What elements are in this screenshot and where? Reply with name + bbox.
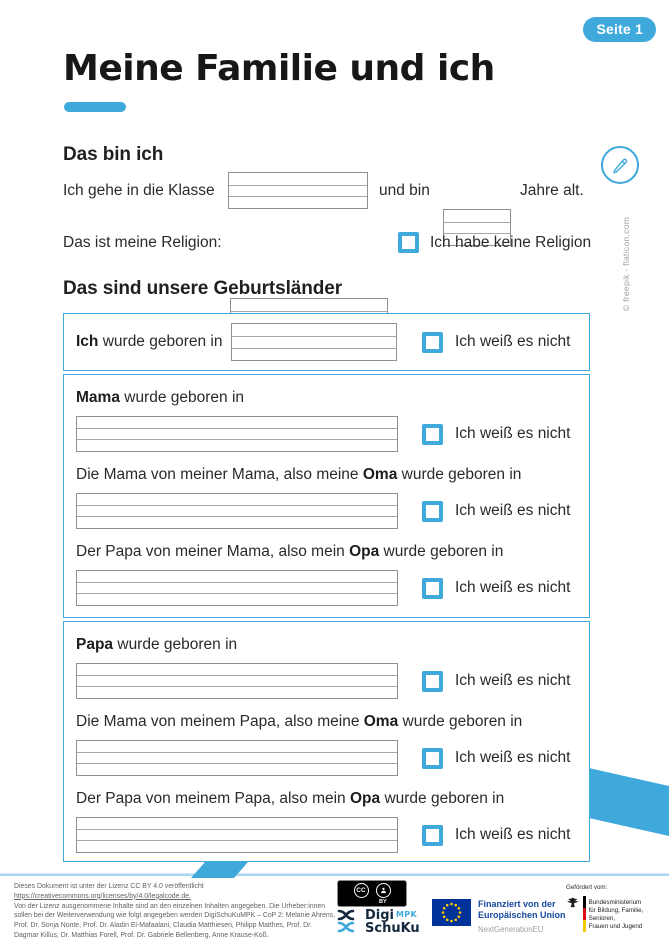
no-religion-label: Ich habe keine Religion <box>430 234 592 251</box>
digischuku-logo: Digi MPK SchuKu <box>337 908 420 936</box>
und-bin-label: und bin <box>379 182 430 199</box>
german-eagle-icon <box>566 896 580 911</box>
ministry-logo <box>566 896 669 932</box>
license-text: Dieses Dokument ist unter der Lizenz CC BY 4.0 veröffentlicht https://creativecommons.org/licenses/by/4.0/legalcode.de. Von der Lizenz ausgenommene Inhalte sind an den einzelnen Inhalten angegeben. Die Urheber:innen sollen bei der Weiterverwendung wie folgt angegeben werden DigiSchuKuMPK – CoP 2: Melanie Ahrens, Prof. Dr. Sonja Nonte, Prof. Dr. Aladin El-Mafaalani, Claudia Matthiesen, Philipp Matthes, Prof. Dr. Dagmar Killus, Dr. Matthias Forell, Prof. Dr. Gabriele Bellenberg, Anne Krause-Koß. <box>14 883 336 939</box>
section-heading-geburtslaender: Das sind unsere Geburtsländer <box>63 278 343 299</box>
birth-question: Die Mama von meiner Mama, also meine Oma wurde geboren in <box>76 466 522 483</box>
page-number-badge: Seite 1 <box>583 17 656 42</box>
title-underline <box>64 102 126 112</box>
no-religion-checkbox[interactable] <box>398 232 419 253</box>
klasse-label: Ich gehe in die Klasse <box>63 182 215 199</box>
birth-question: Mama wurde geboren in <box>76 389 245 406</box>
birth-question: Ich wurde geboren in <box>76 333 223 350</box>
unknown-checkbox[interactable] <box>422 748 443 769</box>
cc-icon: CC <box>354 883 369 898</box>
eu-flag-icon <box>432 899 471 931</box>
unknown-label: Ich weiß es nicht <box>455 502 571 519</box>
answer-field[interactable] <box>231 323 397 361</box>
birth-group-papa <box>63 621 590 862</box>
answer-field[interactable] <box>76 740 398 776</box>
birth-question: Papa wurde geboren in <box>76 636 238 653</box>
answer-field[interactable] <box>76 493 398 529</box>
unknown-label: Ich weiß es nicht <box>455 672 571 689</box>
freepik-credit: © freepik - flaticon.com <box>621 216 631 312</box>
birth-question: Der Papa von meiner Mama, also mein Opa wurde geboren in <box>76 543 504 560</box>
unknown-label: Ich weiß es nicht <box>455 749 571 766</box>
unknown-label: Ich weiß es nicht <box>455 425 571 442</box>
answer-field[interactable] <box>76 570 398 606</box>
section-heading-das-bin-ich: Das bin ich <box>63 144 164 165</box>
jahre-alt-label: Jahre alt. <box>520 182 584 199</box>
birth-question: Die Mama von meinem Papa, also meine Oma wurde geboren in <box>76 713 523 730</box>
answer-field[interactable] <box>76 416 398 452</box>
unknown-label: Ich weiß es nicht <box>455 579 571 596</box>
unknown-label: Ich weiß es nicht <box>455 333 571 350</box>
unknown-checkbox[interactable] <box>422 671 443 692</box>
birth-group-ich <box>63 313 590 371</box>
unknown-label: Ich weiß es nicht <box>455 826 571 843</box>
license-link[interactable]: https://creativecommons.org/licenses/by/4.0/legalcode.de. <box>14 892 191 900</box>
answer-field[interactable] <box>76 663 398 699</box>
page-title: Meine Familie und ich <box>63 48 495 89</box>
cc-by-badge <box>337 880 407 907</box>
klasse-field[interactable] <box>228 172 368 209</box>
german-flag-bar <box>583 896 586 932</box>
unknown-checkbox[interactable] <box>422 332 443 353</box>
answer-field[interactable] <box>76 817 398 853</box>
religion-label: Das ist meine Religion: <box>63 234 222 251</box>
ministry-name: Bundesministerium für Bildung, Familie, Senioren, Frauen und Jugend <box>588 899 644 931</box>
digischuku-icon <box>337 908 361 936</box>
birth-question: Der Papa von meinem Papa, also mein Opa wurde geboren in <box>76 790 505 807</box>
gefoerdert-label: Gefördert vom: <box>566 884 608 891</box>
by-label: BY <box>379 899 387 905</box>
pencil-icon <box>601 146 639 184</box>
unknown-checkbox[interactable] <box>422 424 443 445</box>
unknown-checkbox[interactable] <box>422 578 443 599</box>
birth-group-mama <box>63 374 590 618</box>
unknown-checkbox[interactable] <box>422 825 443 846</box>
person-icon <box>376 883 391 898</box>
unknown-checkbox[interactable] <box>422 501 443 522</box>
eu-funding-text: Finanziert von der Europäischen Union NextGenerationEU <box>478 899 566 934</box>
